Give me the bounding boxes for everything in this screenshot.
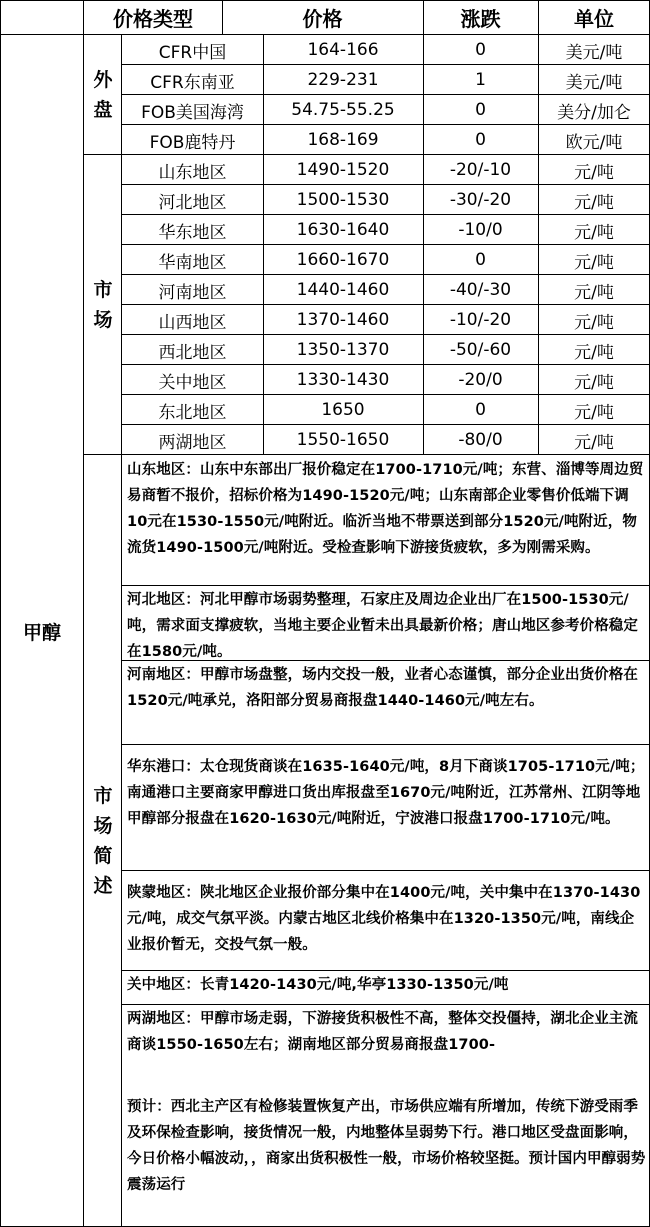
header-type: 价格类型	[113, 7, 193, 31]
market-row-price: 1350-1370	[296, 340, 390, 360]
foreign-row-unit: 美元/吨	[565, 42, 623, 63]
foreign-row-change: 0	[475, 40, 486, 60]
market-row-change: -20/0	[458, 370, 503, 390]
market-row-price: 1330-1430	[296, 370, 390, 390]
grid-line	[122, 184, 650, 185]
market-row-change: 0	[475, 400, 486, 420]
grid-line	[122, 124, 650, 125]
summary-forecast: 预计：西北主产区有检修装置恢复产出，市场供应端有所增加，传统下游受雨季及环保检查影响，接货情况一般，内地整体呈弱势下行。港口地区受盘面影响，今日价格小幅波动，，商家出货积极性一般，市场价格较坚挺。预计国内甲醇弱势震荡运行	[127, 1099, 646, 1193]
market-row-unit: 元/吨	[574, 372, 614, 393]
grid-line	[122, 214, 650, 215]
foreign-row-change: 0	[475, 130, 486, 150]
grid-line	[122, 585, 650, 586]
market-row-price: 1370-1460	[296, 310, 390, 330]
market-row-price: 1500-1530	[296, 190, 390, 210]
grid-line	[0, 0, 1, 1227]
group-market: 市 场	[93, 279, 113, 331]
grid-line	[122, 304, 650, 305]
market-row-unit: 元/吨	[574, 192, 614, 213]
foreign-row-name: FOB鹿特丹	[149, 132, 236, 153]
header-change: 涨跌	[460, 7, 501, 31]
grid-line	[122, 744, 650, 745]
grid-line	[83, 0, 84, 1227]
market-row-price: 1550-1650	[296, 430, 390, 450]
grid-line	[122, 64, 650, 65]
market-row-name: 河北地区	[158, 192, 227, 213]
header-unit: 单位	[574, 7, 614, 31]
foreign-row-name: FOB美国海湾	[141, 102, 244, 123]
market-row-change: -80/0	[458, 430, 503, 450]
market-row-name: 华东地区	[158, 222, 227, 243]
product-label: 甲醇	[22, 621, 61, 644]
group-summary: 市 场 简 述	[93, 785, 113, 897]
grid-line	[0, 0, 650, 1]
grid-line	[122, 364, 650, 365]
market-row-change: -30/-20	[449, 190, 512, 210]
grid-line	[122, 274, 650, 275]
market-row-change: -40/-30	[449, 280, 512, 300]
market-row-unit: 元/吨	[574, 252, 614, 273]
market-row-unit: 元/吨	[574, 432, 614, 453]
grid-line	[122, 334, 650, 335]
market-row-unit: 元/吨	[574, 402, 614, 423]
foreign-row-name: CFR东南亚	[150, 72, 235, 93]
market-row-change: -10/-20	[449, 310, 512, 330]
grid-line	[84, 154, 650, 155]
market-row-unit: 元/吨	[574, 312, 614, 333]
grid-line	[538, 0, 539, 455]
market-row-name: 河南地区	[158, 282, 227, 303]
market-row-change: -20/-10	[449, 160, 512, 180]
summary-henan: 河南地区：甲醇市场盘整，场内交投一般，业者心态谨慎，部分企业出货价格在1520元/吨承兑，洛阳部分贸易商报盘1440-1460元/吨左右。	[127, 667, 638, 709]
market-row-price: 1660-1670	[296, 250, 390, 270]
grid-line	[122, 94, 650, 95]
grid-line	[263, 35, 264, 455]
summary-hebei: 河北地区：河北甲醇市场弱势整理，石家庄及周边企业出厂在1500-1530元/吨，需求面支撑疲软，当地主要企业暂未出具最新价格；唐山地区参考价格稳定在1580元/吨。	[127, 592, 638, 660]
market-row-price: 1650	[321, 400, 365, 420]
market-row-change: -50/-60	[449, 340, 512, 360]
market-row-name: 华南地区	[158, 252, 227, 273]
market-row-change: -10/0	[458, 220, 503, 240]
group-foreign: 外 盘	[93, 69, 113, 121]
market-row-unit: 元/吨	[574, 162, 614, 183]
foreign-row-unit: 美元/吨	[565, 72, 623, 93]
grid-line	[423, 0, 424, 455]
summary-shandong: 山东地区：山东中东部出厂报价稳定在1700-1710元/吨；东营、淄博等周边贸易商暂不报价，招标价格为1490-1520元/吨；山东南部企业零售价低端下调10元在1530-1550元/吨附近。临沂当地不带票送到部分1520元/吨附近，物流货1490-1500元/吨附近。受检查影响下游接货疲软，多为刚需采购。	[127, 462, 644, 556]
market-row-unit: 元/吨	[574, 222, 614, 243]
foreign-row-price: 168-169	[307, 130, 379, 150]
foreign-row-change: 0	[475, 100, 486, 120]
market-row-change: 0	[475, 250, 486, 270]
market-row-name: 关中地区	[158, 372, 227, 393]
grid-line	[84, 454, 650, 455]
market-row-price: 1490-1520	[296, 160, 390, 180]
foreign-row-name: CFR中国	[158, 42, 227, 63]
grid-line	[122, 244, 650, 245]
market-row-name: 山东地区	[158, 162, 227, 183]
summary-guanzhong: 关中地区：长青1420-1430元/吨,华亭1330-1350元/吨	[127, 977, 509, 993]
grid-line	[122, 970, 650, 971]
market-row-price: 1630-1640	[296, 220, 390, 240]
market-row-name: 山西地区	[158, 312, 227, 333]
summary-lianghu: 两湖地区：甲醇市场走弱，下游接货积极性不高，整体交投僵持，湖北企业主流商谈1550-1650左右；湖南地区部分贸易商报盘1700-	[127, 1011, 638, 1053]
foreign-row-unit: 美分/加仑	[557, 102, 631, 123]
grid-line	[122, 870, 650, 871]
grid-line	[122, 394, 650, 395]
grid-line	[122, 660, 650, 661]
foreign-row-change: 1	[475, 70, 486, 90]
grid-line	[122, 1004, 650, 1005]
market-row-name: 西北地区	[158, 342, 227, 363]
market-row-unit: 元/吨	[574, 282, 614, 303]
grid-line	[122, 424, 650, 425]
grid-line	[0, 34, 650, 35]
foreign-row-price: 229-231	[307, 70, 379, 90]
foreign-row-unit: 欧元/吨	[565, 132, 623, 153]
foreign-row-price: 164-166	[307, 40, 379, 60]
summary-huadong-port: 华东港口：太仓现货商谈在1635-1640元/吨，8月下商谈1705-1710元/吨；南通港口主要商家甲醇进口货出库报盘至1670元/吨附近，江苏常州、江阴等地甲醇部分报盘在1620-1630元/吨附近，宁波港口报盘1700-1710元/吨。	[127, 759, 645, 827]
market-row-name: 两湖地区	[158, 432, 227, 453]
market-row-name: 东北地区	[158, 402, 227, 423]
summary-shaanmeng: 陕蒙地区：陕北地区企业报价部分集中在1400元/吨，关中集中在1370-1430元/吨，成交气氛平淡。内蒙古地区北线价格集中在1320-1350元/吨，南线企业报价暂无，交投气氛一般。	[127, 885, 641, 953]
market-row-unit: 元/吨	[574, 342, 614, 363]
header-price: 价格	[302, 7, 343, 31]
foreign-row-price: 54.75-55.25	[291, 100, 395, 120]
grid-line	[222, 0, 223, 35]
market-row-price: 1440-1460	[296, 280, 390, 300]
